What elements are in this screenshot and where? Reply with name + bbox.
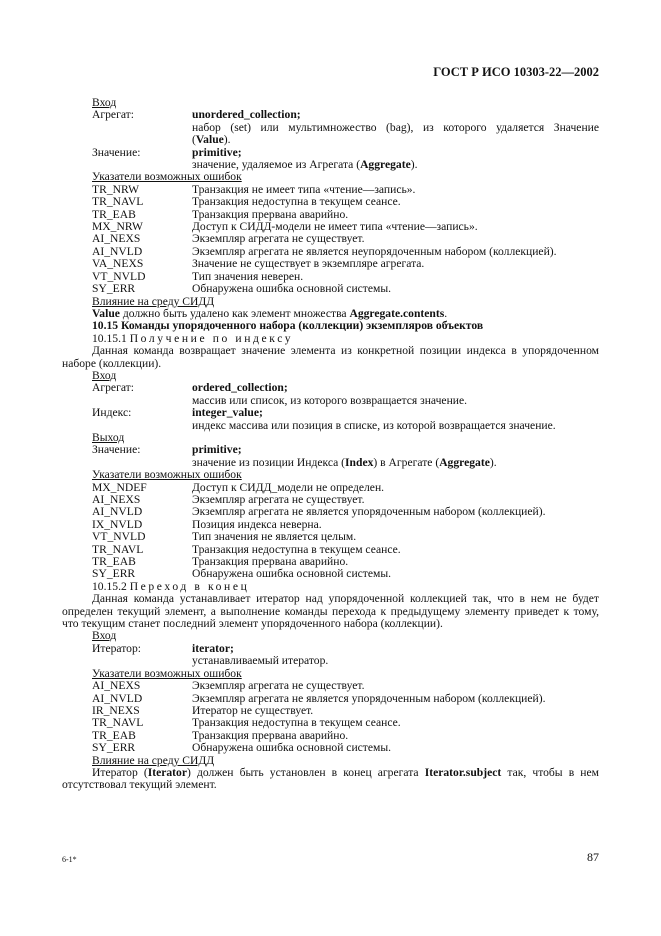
page-content <box>62 97 599 792</box>
error-text: Экземпляр агрегата не существует. <box>192 493 365 506</box>
param-type: primitive; <box>192 443 242 457</box>
error-code: TR_EAB <box>92 555 136 569</box>
error-row <box>62 531 599 543</box>
error-code: TR_NRW <box>92 182 140 196</box>
error-text: Экземпляр агрегата не является упорядоченным набором (коллекцией). <box>192 505 546 519</box>
paragraph: Данная команда устанавливает итератор над упорядоченной коллекцией так, что в нем не будет определен текущий элемент, а выполнение команды перехода к предыдущему элементу приведет к тому, что текущим станет последний элемент упорядоченного набора (коллекции). <box>62 592 599 631</box>
param-desc: значение, удаляемое из Агрегата (Aggregate). <box>192 158 418 172</box>
error-code: VA_NEXS <box>92 257 144 271</box>
error-row <box>62 693 599 705</box>
error-text: Значение не существует в экземпляре агрегата. <box>192 257 425 271</box>
effect-heading: Влияние на среду СИДД <box>92 753 215 767</box>
error-text: Обнаружена ошибка основной системы. <box>192 282 392 296</box>
error-text: Экземпляр агрегата не существует. <box>192 679 365 693</box>
error-text: Транзакция прервана аварийно. <box>192 728 349 742</box>
param-label: Значение: <box>92 443 141 457</box>
param-label: Значение: <box>92 145 141 159</box>
error-list <box>62 482 599 581</box>
param-type: integer_value; <box>192 406 263 420</box>
error-text: Итератор не существует. <box>192 703 314 717</box>
error-code: SY_ERR <box>92 741 136 755</box>
subsection-title: 10.15.2 Переход в конец <box>92 579 250 593</box>
param-desc: индекс массива или позиция в списке, из которой возвращается значение. <box>192 418 556 432</box>
error-text: Транзакция прервана аварийно. <box>192 555 349 569</box>
error-text: Доступ к СИДД_модели не определен. <box>192 480 385 494</box>
error-code: TR_NAVL <box>92 542 144 556</box>
param-type: unordered_collection; <box>192 108 301 122</box>
effect-text: Value должно быть удалено как элемент множества Aggregate.contents. <box>92 306 448 320</box>
error-code: AI_NVLD <box>92 691 143 705</box>
input-heading: Вход <box>92 368 117 382</box>
error-text: Транзакция прервана аварийно. <box>192 207 349 221</box>
error-code: AI_NVLD <box>92 505 143 519</box>
param-desc-row <box>62 420 599 432</box>
param-label: Агрегат: <box>92 108 134 122</box>
param-label: Агрегат: <box>92 381 134 395</box>
error-text: Транзакция недоступна в текущем сеансе. <box>192 195 401 209</box>
param-type: iterator; <box>192 641 234 655</box>
error-code: SY_ERR <box>92 282 136 296</box>
error-code: AI_NEXS <box>92 679 141 693</box>
param-desc-row <box>62 395 599 407</box>
error-text: Транзакция не имеет типа «чтение—запись». <box>192 182 416 196</box>
param-label: Итератор: <box>92 641 141 655</box>
error-text: Тип значения неверен. <box>192 269 304 283</box>
input-heading: Вход <box>92 629 117 643</box>
param-desc-row <box>62 134 599 146</box>
error-code: TR_EAB <box>92 728 136 742</box>
document-header: ГОСТ Р ИСО 10303-22—2002 <box>433 65 599 79</box>
error-text: Доступ к СИДД-модели не имеет типа «чтение—запись». <box>192 220 478 234</box>
param-label: Индекс: <box>92 406 132 420</box>
param-index <box>62 407 599 419</box>
param-aggregate <box>62 109 599 121</box>
error-text: Экземпляр агрегата не является неупорядоченным набором (коллекцией). <box>192 244 557 258</box>
param-iterator <box>62 643 599 655</box>
param-desc: массив или список, из которого возвращается значение. <box>192 393 468 407</box>
param-type: primitive; <box>192 145 242 159</box>
error-code: TR_EAB <box>92 207 136 221</box>
param-type: ordered_collection; <box>192 381 288 395</box>
error-code: VT_NVLD <box>92 530 146 544</box>
error-row <box>62 742 599 754</box>
errors-heading: Указатели возможных ошибок <box>92 666 242 680</box>
param-desc: набор (set) или мультимножество (bag), из которого удаляется Значение <box>192 120 599 134</box>
error-list <box>62 680 599 754</box>
effect-text: Итератор (Iterator) должен быть установлен в конец агрегата Iterator.subject так, чтобы в нем отсутствовал текущий элемент. <box>62 765 599 792</box>
input-heading: Вход <box>92 96 117 109</box>
param-desc-row <box>62 655 599 667</box>
param-desc: устанавливаемый итератор. <box>192 654 329 668</box>
error-text: Обнаружена ошибка основной системы. <box>192 741 392 755</box>
error-code: TR_NAVL <box>92 195 144 209</box>
output-heading: Выход <box>92 430 125 444</box>
error-row <box>62 680 599 692</box>
error-text: Тип значения не является целым. <box>192 530 357 544</box>
error-row <box>62 283 599 295</box>
error-code: SY_ERR <box>92 567 136 581</box>
subsection-title: 10.15.1 Получение по индексу <box>92 331 294 345</box>
param-aggregate <box>62 382 599 394</box>
error-row <box>62 717 599 729</box>
error-list <box>62 184 599 296</box>
page-number: 87 <box>587 850 599 864</box>
error-code: IX_NVLD <box>92 517 143 531</box>
error-text: Экземпляр агрегата не существует. <box>192 232 365 246</box>
paragraph: Данная команда возвращает значение элемента из конкретной позиции индекса в упорядоченном наборе (коллекции). <box>62 344 599 370</box>
error-text: Транзакция недоступна в текущем сеансе. <box>192 542 401 556</box>
error-code: AI_NEXS <box>92 232 141 246</box>
error-text: Позиция индекса неверна. <box>192 517 322 531</box>
param-desc: (Value). <box>192 133 231 147</box>
errors-heading: Указатели возможных ошибок <box>92 468 242 482</box>
error-code: MX_NDEF <box>92 480 147 494</box>
error-text: Экземпляр агрегата не является упорядоченным набором (коллекцией). <box>192 691 546 705</box>
section-title: 10.15 Команды упорядоченного набора (коллекции) экземпляров объектов <box>92 319 484 333</box>
param-desc: значение из позиции Индекса (Index) в Агрегате (Aggregate). <box>192 455 497 469</box>
error-row <box>62 196 599 208</box>
error-code: AI_NEXS <box>92 493 141 506</box>
error-code: AI_NVLD <box>92 244 143 258</box>
param-desc-row <box>62 122 599 134</box>
error-row <box>62 233 599 245</box>
sheet-mark: 6-1* <box>62 855 77 864</box>
error-code: VT_NVLD <box>92 269 146 283</box>
error-row <box>62 506 599 518</box>
error-code: MX_NRW <box>92 220 143 234</box>
error-row <box>62 258 599 270</box>
error-code: IR_NEXS <box>92 703 140 717</box>
error-text: Транзакция недоступна в текущем сеансе. <box>192 716 401 730</box>
errors-heading: Указатели возможных ошибок <box>92 170 242 184</box>
error-text: Обнаружена ошибка основной системы. <box>192 567 392 581</box>
error-code: TR_NAVL <box>92 716 144 730</box>
effect-heading: Влияние на среду СИДД <box>92 294 215 308</box>
